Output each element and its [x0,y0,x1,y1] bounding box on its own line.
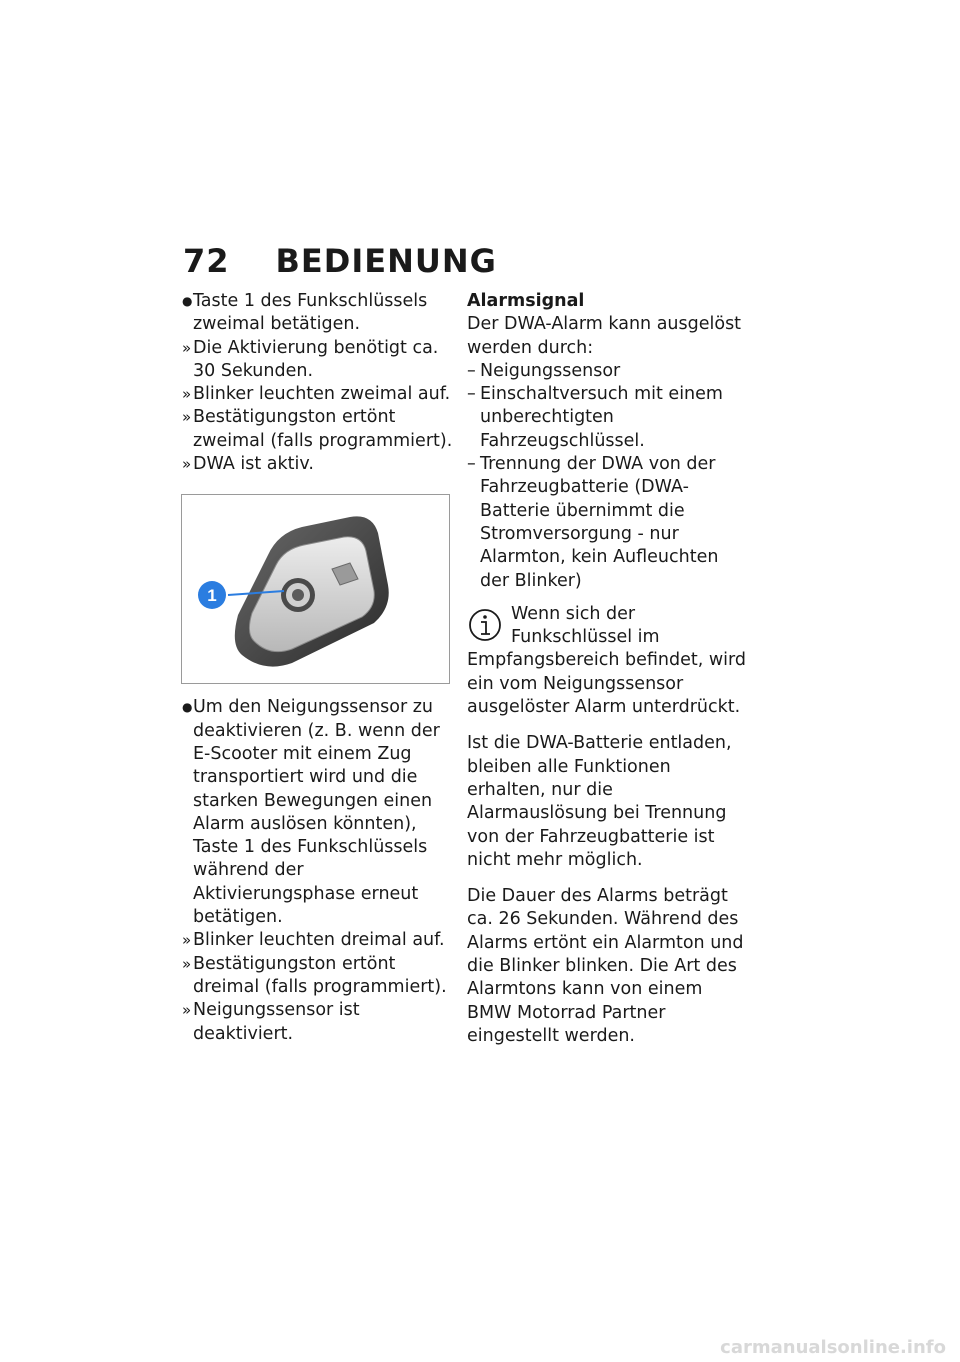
page-header [183,242,497,280]
list-item: » Bestätigungston ertönt zweimal (falls programmiert). [182,407,453,451]
info-note-text: Empfangsbereich befindet, wird ein vom Neigungssensor ausgelöster Alarm unterdrückt. [467,650,747,718]
result-arrow-icon: » [182,954,192,973]
list-item: – Trennung der DWA von der Fahrzeugbatterie (DWA-Batterie übernimmt die Stromversorgung - nur Alarmton, kein Aufleuchten der Blinker) [467,454,719,591]
trigger-list [467,360,747,593]
key-fob-figure [181,494,450,684]
page-number: 72 [183,242,230,280]
right-column [467,290,747,1048]
info-note: Wenn sich der Funkschlüssel im Empfangsbereich befindet, wird ein vom Neigungssensor ausgelöster Alarm unterdrückt. [467,603,747,719]
intro-text: Der DWA-Alarm kann ausgelöst werden durch: [467,314,742,358]
list-item: » Bestätigungston ertönt dreimal (falls programmiert). [182,953,447,997]
key-fob-illustration [182,495,449,683]
list-item: » Blinker leuchten dreimal auf. [181,929,456,952]
section-heading: Alarmsignal [467,291,585,311]
list-item: » DWA ist aktiv. [181,453,456,476]
result-arrow-icon: » [182,455,192,474]
steps-bottom [181,696,456,1045]
dash-icon: – [467,454,476,475]
info-icon [467,607,503,643]
list-item: ● Taste 1 des Funkschlüssels zweimal betätigen. [182,291,428,335]
left-column [181,290,456,1046]
callout-label: 1 [207,586,217,606]
list-item: » Blinker leuchten zweimal auf. [181,383,456,406]
bullet-icon: ● [182,294,193,308]
result-arrow-icon: » [182,338,192,357]
list-item: – Einschaltversuch mit einem unberechtigten Fahrzeugschlüssel. [467,384,723,451]
list-item: » Die Aktivierung benötigt ca. 30 Sekunden. [182,337,439,381]
list-item: » Neigungssensor ist deaktiviert. [182,1000,360,1044]
dash-icon: – [467,360,476,381]
list-item: – Neigungssensor [467,360,747,383]
page-title: BEDIENUNG [275,242,497,280]
result-arrow-icon: » [182,385,192,404]
paragraph: Die Dauer des Alarms beträgt ca. 26 Sekunden. Während des Alarms ertönt ein Alarmton und die Blinker blinken. Die Art des Alarmtons kann von einem BMW Motorrad Partner eingestellt werden. [467,886,744,1046]
result-arrow-icon: » [182,1001,192,1020]
result-arrow-icon: » [182,408,192,427]
bullet-icon: ● [182,700,193,715]
watermark: carmanualsonline.info [720,1337,946,1358]
dash-icon: – [467,384,476,405]
list-item: ● Um den Neigungssensor zu deaktivieren (z. B. wenn der E-Scooter mit einem Zug transportiert wird und die starken Bewegungen einen Alarm auslösen könnten), Taste 1 des Funkschlüssels während der Aktivierungsphase erneut betätigen. [182,697,440,928]
result-arrow-icon: » [182,931,192,950]
paragraph: Ist die DWA-Batterie entladen, bleiben alle Funktionen erhalten, nur die Alarmauslösung bei Trennung von der Fahrzeugbatterie ist nicht mehr möglich. [467,733,732,870]
steps-top [181,290,456,476]
